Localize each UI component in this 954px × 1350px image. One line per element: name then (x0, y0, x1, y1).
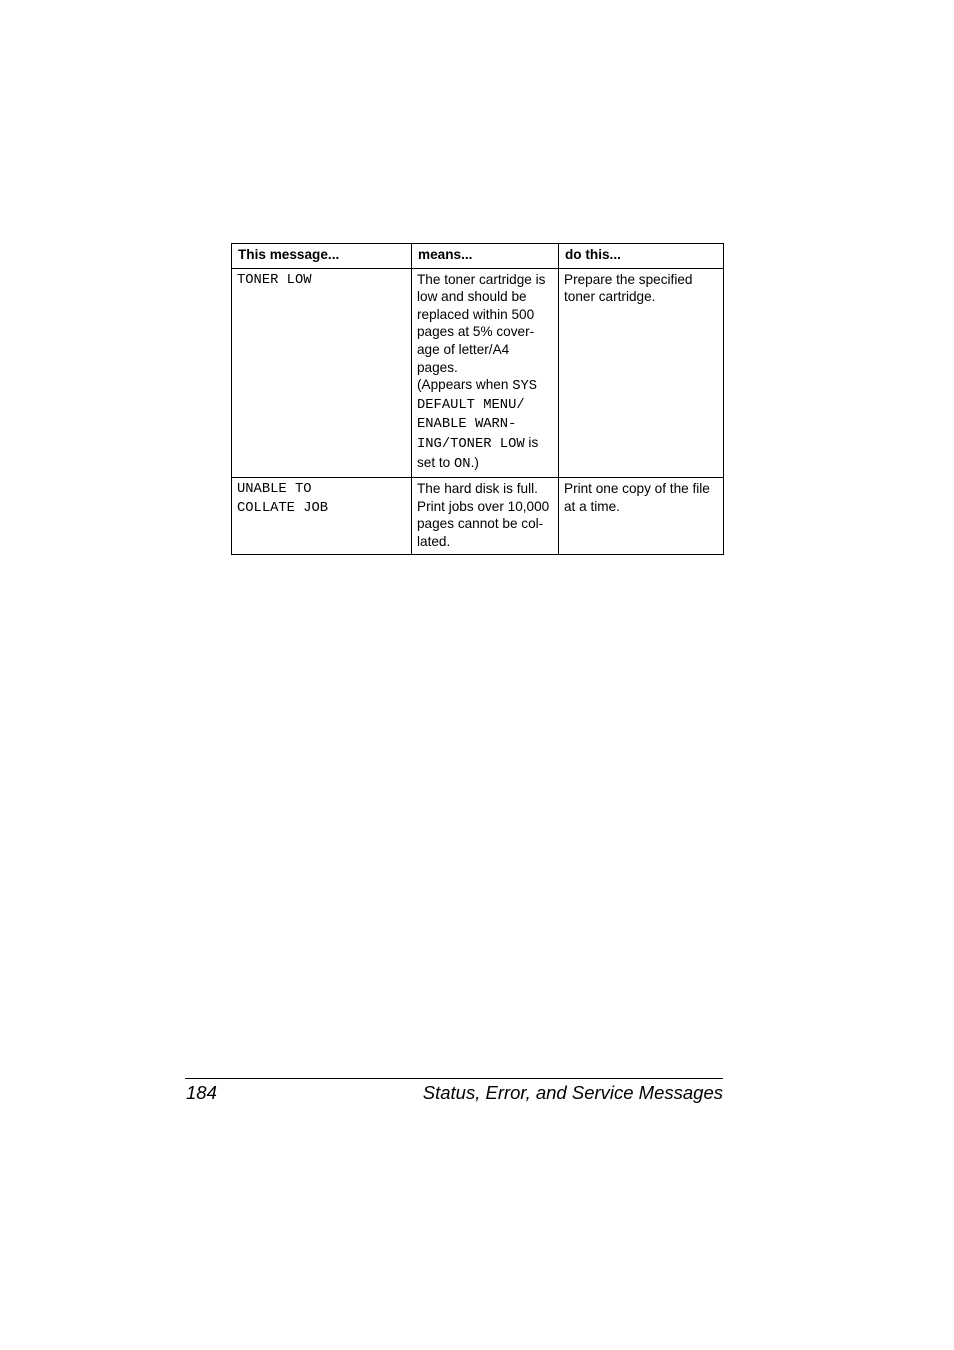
means-line: The toner cartridge is (417, 271, 546, 287)
footer-divider (185, 1078, 723, 1079)
means-line: Print jobs over 10,000 (417, 498, 550, 514)
means-line: lated. (417, 533, 451, 549)
means-cell (412, 268, 559, 478)
means-line: pages at 5% cover- (417, 324, 535, 340)
header-do-this: do this... (559, 244, 724, 269)
appears-prefix: (Appears when (417, 377, 513, 393)
do-line: Print one copy of the file (564, 481, 710, 497)
appears-code: DEFAULT MENU/ (417, 398, 525, 414)
appears-note-line (417, 434, 554, 454)
means-line: low and should be (417, 289, 527, 305)
message-code: UNABLE TO (237, 482, 312, 498)
appears-set-to: set to (417, 455, 455, 471)
appears-note-line (417, 376, 554, 396)
status-messages-table (231, 243, 724, 555)
means-line: replaced within 500 (417, 306, 535, 322)
message-code: COLLATE JOB (237, 501, 329, 517)
appears-on: ON (454, 457, 471, 473)
means-line: age of letter/A4 (417, 341, 510, 357)
footer-chapter-title: Status, Error, and Service Messages (422, 1082, 723, 1103)
do-line: at a time. (564, 498, 620, 514)
message-cell (232, 478, 412, 555)
appears-code: ING/TONER LOW (417, 437, 525, 453)
means-line: pages cannot be col- (417, 516, 544, 532)
message-code: TONER LOW (237, 272, 312, 288)
appears-code: SYS (512, 379, 538, 395)
do-line: Prepare the specified (564, 271, 693, 287)
header-means: means... (412, 244, 559, 269)
table-row (232, 478, 724, 555)
appears-code: ENABLE WARN- (417, 417, 517, 433)
header-this-message: This message... (232, 244, 412, 269)
do-this-cell (559, 268, 724, 478)
means-line: The hard disk is full. (417, 481, 538, 497)
table-header-row (232, 244, 724, 269)
appears-suffix: .) (470, 455, 479, 471)
do-line: toner cartridge. (564, 289, 656, 305)
appears-is: is (524, 435, 539, 451)
page-number: 184 (186, 1082, 217, 1103)
means-cell (412, 478, 559, 555)
means-line: pages. (417, 359, 458, 375)
appears-note-line (417, 454, 554, 474)
table-row (232, 268, 724, 478)
message-cell (232, 268, 412, 478)
do-this-cell (559, 478, 724, 555)
